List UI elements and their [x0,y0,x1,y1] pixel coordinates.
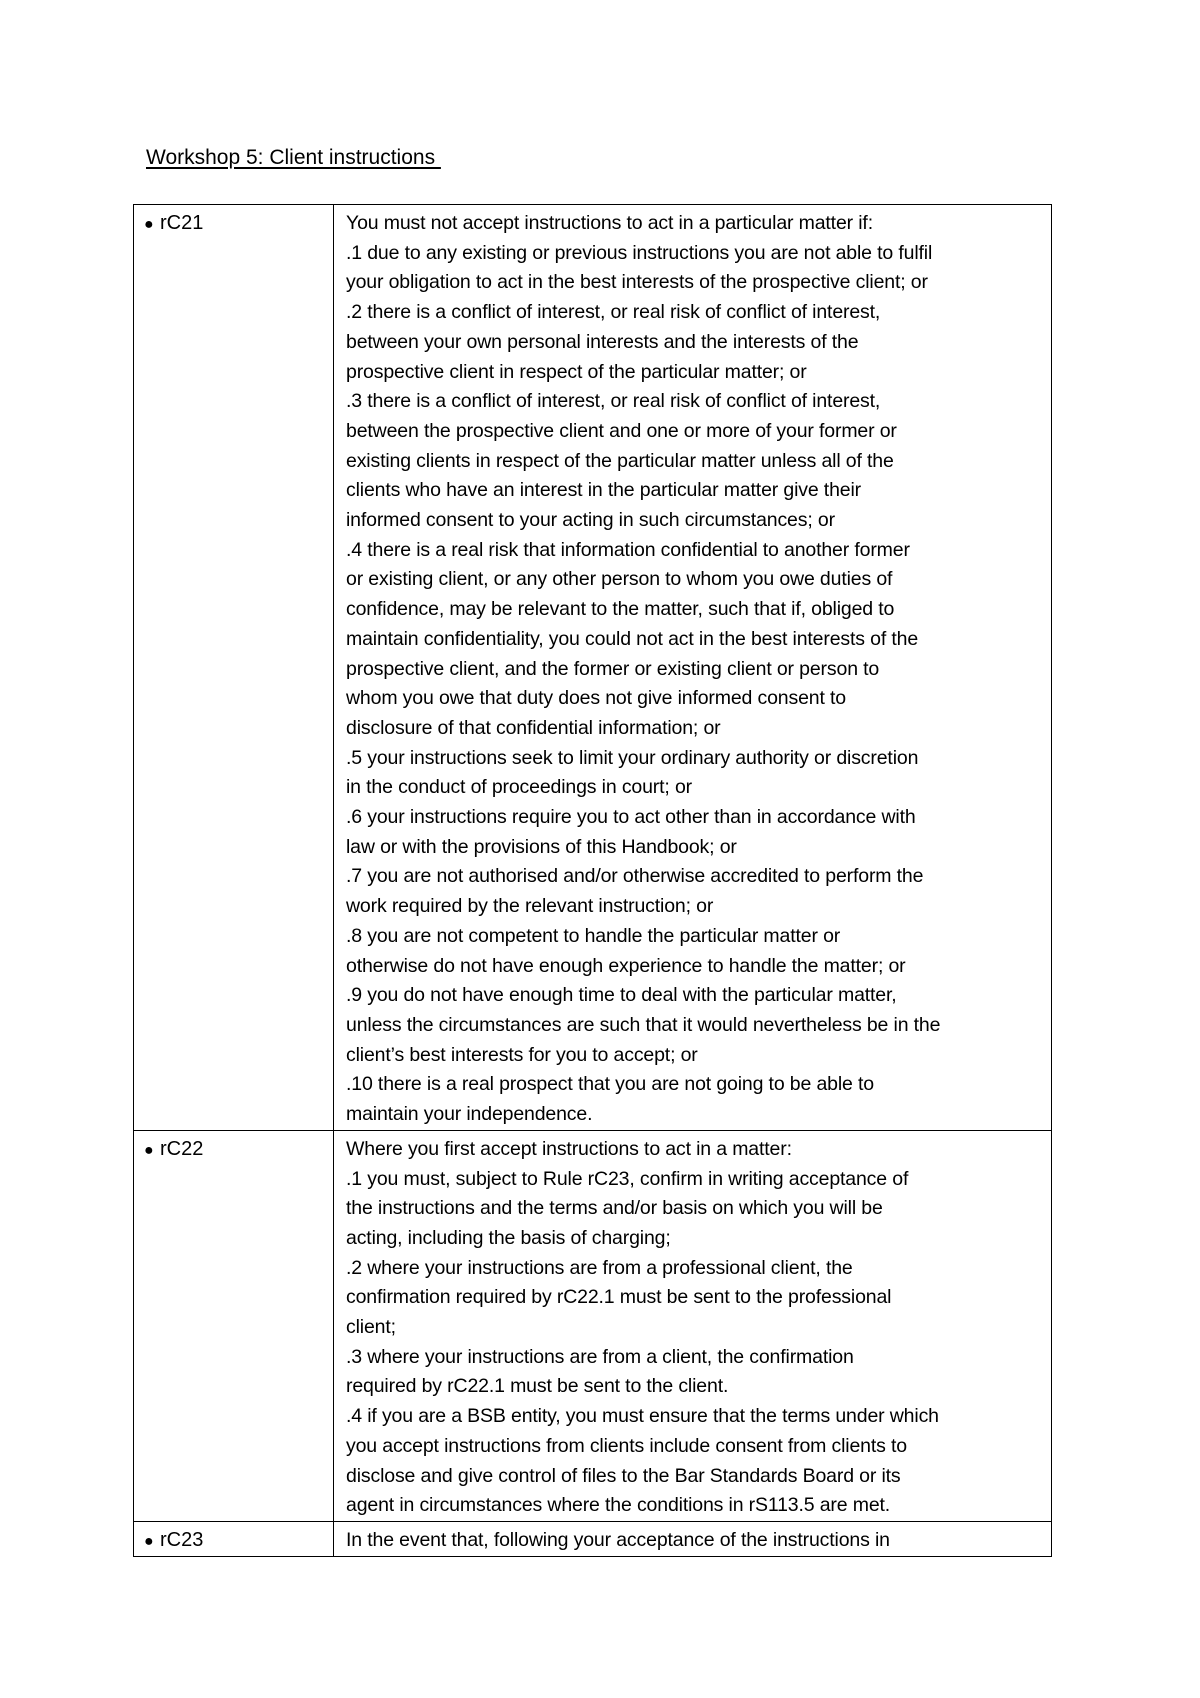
rule-code-cell [134,205,334,1131]
rule-text-line: .4 there is a real risk that information confidential to another former [346,538,910,561]
rule-text-cell [334,205,1052,1131]
rule-text-line: .3 there is a conflict of interest, or real risk of conflict of interest, [346,390,881,413]
bullet-icon: ● [144,1141,154,1159]
rules-table [133,204,1052,1557]
rule-code-cell [134,1130,334,1521]
rule-text-line: between the prospective client and one or more of your former or [346,419,897,442]
rule-text-line: .8 you are not competent to handle the particular matter or [346,924,841,947]
rule-text-line: .5 your instructions seek to limit your ordinary authority or discretion [346,746,919,769]
rule-row-rc22 [134,1130,1052,1521]
rule-text-line: client; [346,1316,396,1339]
rule-text-line: otherwise do not have enough experience to handle the matter; or [346,954,906,977]
rule-text-line: .1 due to any existing or previous instructions you are not able to fulfil [346,241,933,264]
rule-text-line: .7 you are not authorised and/or otherwise accredited to perform the [346,865,924,888]
rule-text-line: You must not accept instructions to act in a particular matter if: [346,212,873,234]
rule-text-line: Where you first accept instructions to act in a matter: [346,1137,792,1160]
rule-text-line: work required by the relevant instruction; or [346,895,714,918]
rule-text-line: whom you owe that duty does not give informed consent to [346,687,846,710]
rule-text-line: confirmation required by rC22.1 must be sent to the professional [346,1286,892,1309]
rule-text-line: .10 there is a real prospect that you are not going to be able to [346,1073,874,1096]
rule-text-line: existing clients in respect of the particular matter unless all of the [346,449,894,472]
bullet-icon: ● [144,1532,154,1550]
rule-text-line: agent in circumstances where the conditions in rS113.5 are met. [346,1494,891,1517]
rule-text-line: disclosure of that confidential information; or [346,716,721,739]
rule-text-cell [334,1521,1052,1556]
rule-text-line: .2 where your instructions are from a professional client, the [346,1256,853,1279]
rule-text-line: disclose and give control of files to the Bar Standards Board or its [346,1464,901,1487]
rule-text-line: .9 you do not have enough time to deal with the particular matter, [346,984,897,1007]
rule-text-line: client’s best interests for you to accept; or [346,1043,698,1066]
rule-text-line: in the conduct of proceedings in court; or [346,776,692,799]
rule-text-line: prospective client in respect of the particular matter; or [346,360,807,383]
rule-text-line: your obligation to act in the best interests of the prospective client; or [346,271,928,294]
rule-text-line: maintain your independence. [346,1103,593,1126]
rule-code: rC22 [160,1137,204,1160]
rule-text-line: clients who have an interest in the particular matter give their [346,479,861,502]
rule-text-line: maintain confidentiality, you could not act in the best interests of the [346,627,919,650]
rule-code-cell [134,1521,334,1556]
rule-text-line: required by rC22.1 must be sent to the client. [346,1375,729,1398]
rule-text-line: between your own personal interests and the interests of the [346,330,859,353]
rule-text-line: .4 if you are a BSB entity, you must ensure that the terms under which [346,1405,939,1428]
rule-text-line: acting, including the basis of charging; [346,1226,671,1249]
rule-text-line: you accept instructions from clients include consent from clients to [346,1434,907,1457]
rule-text-line: .3 where your instructions are from a client, the confirmation [346,1345,854,1368]
rule-text-line: .1 you must, subject to Rule rC23, confirm in writing acceptance of [346,1167,909,1190]
rule-text-line: prospective client, and the former or existing client or person to [346,657,880,680]
rule-text-line: the instructions and the terms and/or basis on which you will be [346,1197,883,1220]
rule-code: rC23 [160,1528,204,1551]
rule-text-line: In the event that, following your acceptance of the instructions in [346,1528,890,1551]
rule-text-line: confidence, may be relevant to the matter, such that if, obliged to [346,598,895,621]
bullet-icon: ● [144,216,154,233]
rule-row-rc21 [134,205,1052,1131]
rule-text-cell [334,1130,1052,1521]
rule-text-line: unless the circumstances are such that it would nevertheless be in the [346,1013,941,1036]
rule-text-line: .6 your instructions require you to act other than in accordance with [346,806,916,829]
rule-text-line: informed consent to your acting in such circumstances; or [346,509,835,532]
rule-row-rc23 [134,1521,1052,1556]
rule-code: rC21 [160,212,204,234]
rule-text-line: or existing client, or any other person to whom you owe duties of [346,568,893,591]
page-title: Workshop 5: Client instructions [146,146,441,169]
rule-text-line: law or with the provisions of this Handbook; or [346,835,737,858]
rule-text-line: .2 there is a conflict of interest, or real risk of conflict of interest, [346,301,881,324]
